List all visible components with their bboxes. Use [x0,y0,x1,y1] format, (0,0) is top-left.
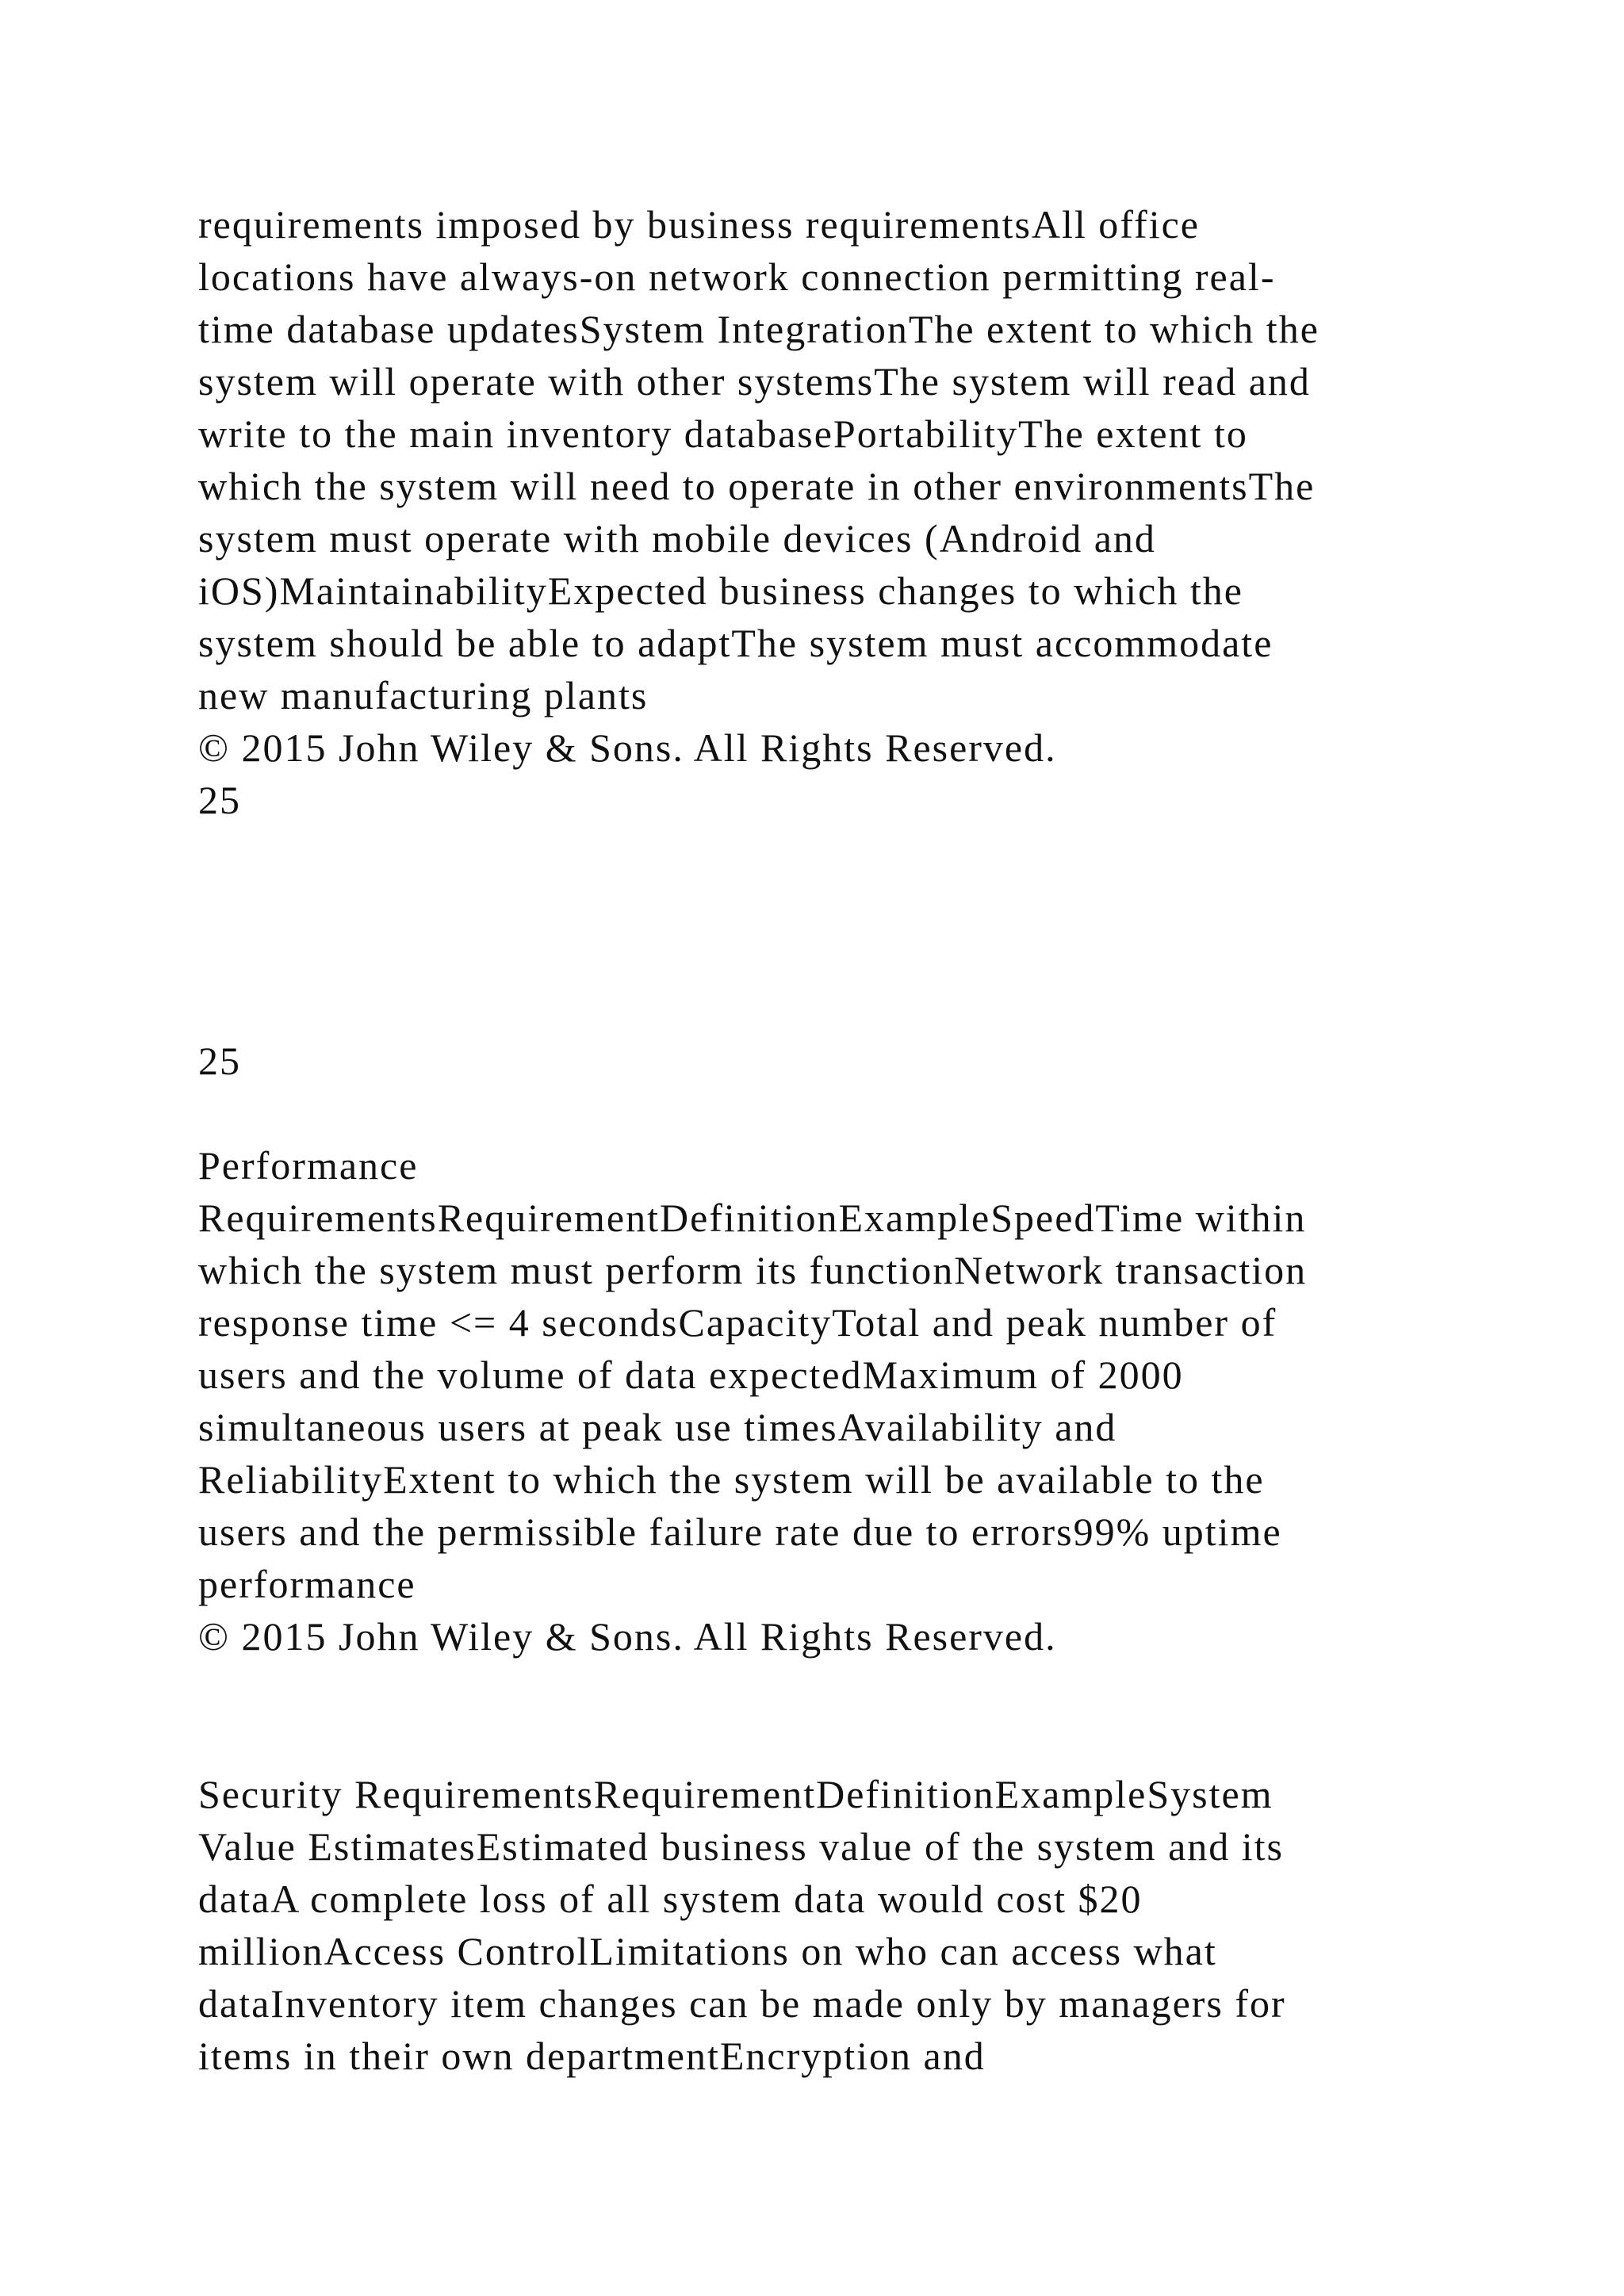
text-line: requirements imposed by business requirementsAll office [198,202,1200,247]
text-line: time database updatesSystem IntegrationThe extent to which the [198,307,1320,351]
text-line: users and the permissible failure rate due to errors99% uptime [198,1510,1282,1554]
page-number: 25 [198,778,241,822]
text-line: system must operate with mobile devices (Android and [198,516,1156,561]
text-line: items in their own departmentEncryption and [198,2034,986,2078]
text-line: which the system will need to operate in other environmentsThe [198,464,1316,508]
text-line: system should be able to adaptThe system must accommodate [198,621,1274,665]
text-line: write to the main inventory databasePortabilityThe extent to [198,411,1248,456]
text-line: iOS)MaintainabilityExpected business changes to which the [198,568,1243,613]
text-line: simultaneous users at peak use timesAvailability and [198,1405,1117,1449]
text-line: users and the volume of data expectedMaximum of 2000 [198,1353,1184,1397]
text-line: dataA complete loss of all system data would cost $20 [198,1877,1143,1921]
text-line: performance [198,1562,416,1606]
text-line: dataInventory item changes can be made only by managers for [198,1981,1286,2026]
page-number: 25 [198,1039,241,1083]
text-line: locations have always-on network connection permitting real- [198,254,1276,299]
text-line: new manufacturing plants [198,673,649,718]
copyright-line: © 2015 John Wiley & Sons. All Rights Reserved. [198,725,1057,770]
section-heading: Performance [198,1143,419,1188]
copyright-line: © 2015 John Wiley & Sons. All Rights Reserved. [198,1614,1057,1659]
text-line: millionAccess ControlLimitations on who can access what [198,1929,1217,1973]
text-line: which the system must perform its functionNetwork transaction [198,1248,1308,1292]
text-line: Value EstimatesEstimated business value of the system and its [198,1824,1284,1869]
section-heading: Security RequirementsRequirementDefinitionExampleSystem [198,1772,1274,1816]
text-line: RequirementsRequirementDefinitionExampleSpeedTime within [198,1196,1307,1240]
text-line: ReliabilityExtent to which the system will be available to the [198,1457,1265,1502]
text-line: system will operate with other systemsThe system will read and [198,359,1311,404]
text-line: response time <= 4 secondsCapacityTotal and peak number of [198,1300,1277,1345]
